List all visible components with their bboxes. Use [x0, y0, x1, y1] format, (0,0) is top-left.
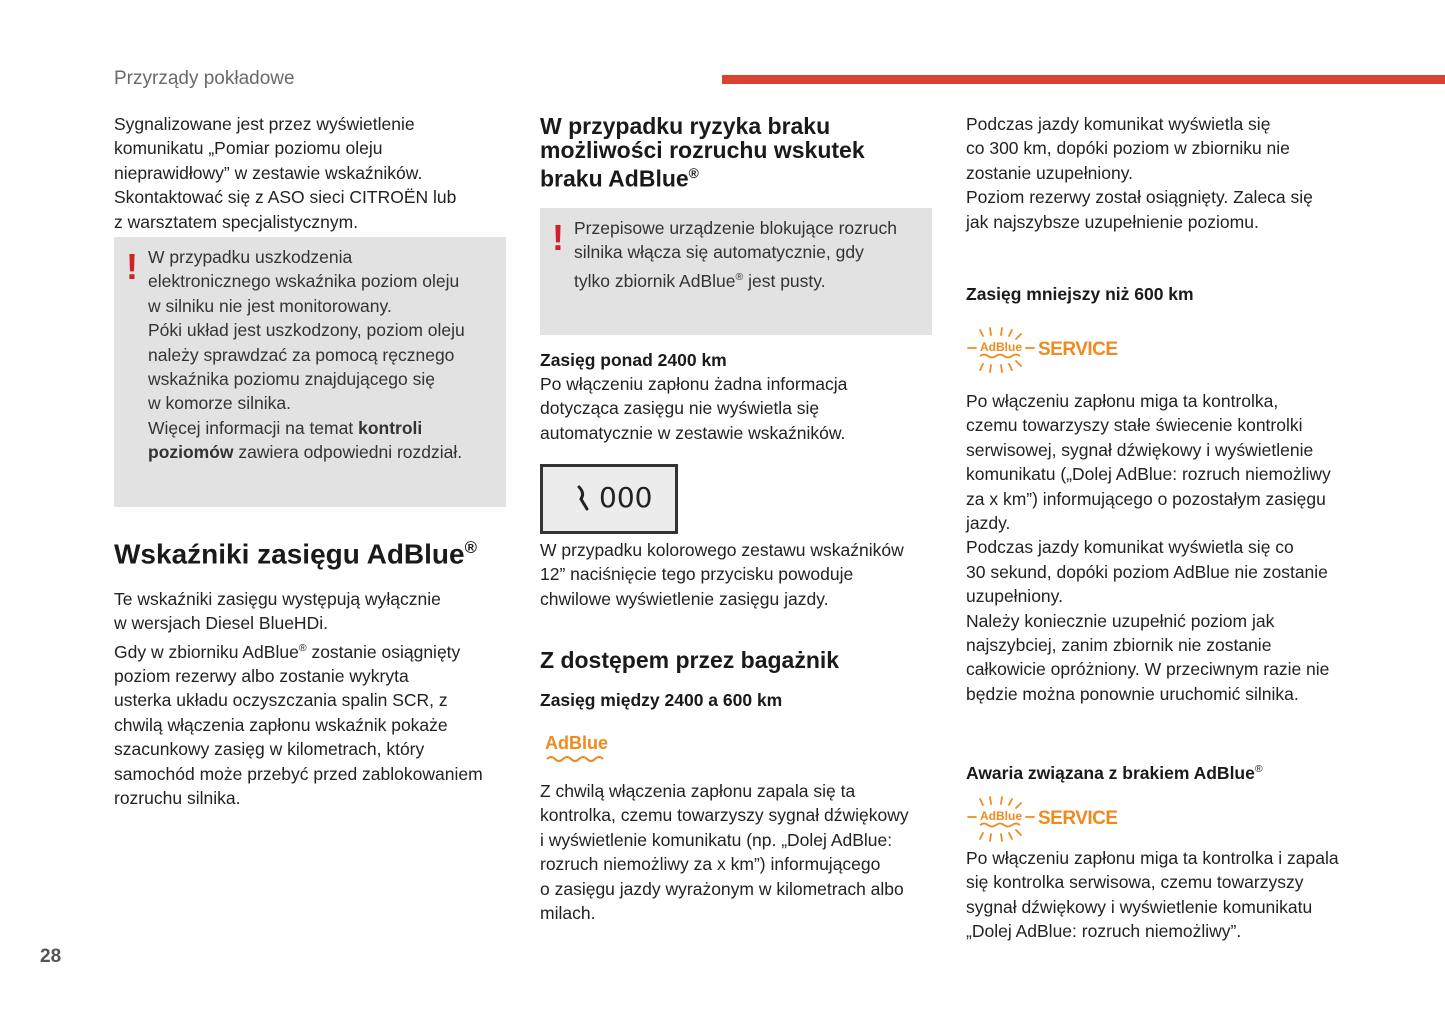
- range-display-button[interactable]: [540, 464, 678, 534]
- heading-line: możliwości rozruchu wskutek: [540, 137, 865, 163]
- body-line: w wersjach Diesel BlueHDi.: [114, 613, 328, 634]
- body-line: jak najszybsze uzupełnienie poziomu.: [966, 211, 1259, 232]
- body-line: 30 sekund, dopóki poziom AdBlue nie zostanie: [966, 561, 1328, 582]
- body-line: kontrolka, czemu towarzyszy sygnał dźwiękowy: [540, 805, 909, 826]
- body-line: poziom rezerwy albo zostanie wykryta: [114, 666, 409, 687]
- body-line: Te wskaźniki zasięgu występują wyłącznie: [114, 589, 441, 609]
- intro-line: z warsztatem specjalistycznym.: [114, 211, 359, 232]
- subheading: Zasięg ponad 2400 km: [540, 350, 727, 370]
- body-line: 12” naciśnięcie tego przycisku powoduje: [540, 564, 854, 585]
- range-over-2400: [540, 348, 940, 445]
- body-line: czemu towarzyszy stałe świecenie kontrolki: [966, 415, 1303, 436]
- body-line: najszybciej, zanim zbiornik nie zostanie: [966, 635, 1272, 656]
- body-line: serwisowej, sygnał dźwiękowy i wyświetlenie: [966, 439, 1314, 460]
- warning-line: W przypadku uszkodzenia: [148, 247, 353, 267]
- body-line: Należy koniecznie uzupełnić poziom jak: [966, 610, 1275, 631]
- range-2400-600-body: [540, 779, 940, 925]
- exclamation-icon: !: [552, 217, 564, 258]
- warning-line: Przepisowe urządzenie blokujące rozruch: [574, 218, 897, 238]
- range-under-600-body: [966, 389, 1376, 706]
- body-line: W przypadku kolorowego zestawu wskaźników: [540, 540, 904, 560]
- adblue-warning-lamp-icon: [545, 733, 615, 765]
- body-line: Z chwilą włączenia zapłonu zapala się ta: [540, 781, 856, 801]
- subheading: Zasięg mniejszy niż 600 km: [966, 284, 1194, 304]
- warning-line: w komorze silnika.: [148, 393, 291, 414]
- adblue-body: [114, 587, 514, 810]
- body-line: Poziom rezerwy został osiągnięty. Zaleca się: [966, 187, 1313, 208]
- body-line: chwilowe wyświetlenie zasięgu jazdy.: [540, 588, 829, 609]
- body-line: uzupełniony.: [966, 586, 1063, 607]
- adblue-section: [114, 532, 514, 570]
- warning-line: silnika włącza się automatycznie, gdy: [574, 242, 864, 263]
- warning-line: wskaźnika poziomu znajdującego się: [148, 369, 435, 390]
- body-line: za x km”) informującego o pozostałym zasięgu: [966, 488, 1326, 509]
- body-line: komunikatu („Dolej AdBlue: rozruch niemożliwy: [966, 464, 1331, 485]
- adblue-failure-body: [966, 846, 1376, 944]
- wave-icon: [545, 755, 605, 763]
- service-lamp-label: SERVICE: [1038, 808, 1118, 829]
- body-line: o zasięgu jazdy wyrażonym w kilometrach albo: [540, 878, 904, 899]
- body-line: co 300 km, dopóki poziom w zbiorniku nie: [966, 138, 1290, 159]
- service-lamp-label: SERVICE: [1038, 339, 1118, 360]
- service-lamp-adblue-label: AdBlue: [980, 809, 1022, 823]
- body-line: Po włączeniu zapłonu miga ta kontrolka i zapala: [966, 848, 1339, 868]
- exclamation-icon: !: [126, 246, 138, 287]
- trunk-access-section: [540, 647, 940, 673]
- body-line: samochód może przebyć przed zablokowaniem: [114, 763, 483, 784]
- intro-line: komunikatu „Pomiar poziomu oleju: [114, 138, 383, 159]
- warning-line: poziomów zawiera odpowiedni rozdział.: [148, 442, 463, 463]
- warning-line: należy sprawdzać za pomocą ręcznego: [148, 344, 455, 365]
- adblue-failure: [966, 757, 1376, 785]
- column-3-intro: [966, 112, 1376, 234]
- service-lamp-adblue-label: AdBlue: [980, 340, 1022, 354]
- body-line: rozruch niemożliwy za x km”) informującego: [540, 854, 881, 875]
- body-line: dotycząca zasięgu nie wyświetla się: [540, 398, 820, 419]
- heading-line: W przypadku ryzyka braku: [540, 113, 831, 139]
- body-line: „Dolej AdBlue: rozruch niemożliwy”.: [966, 921, 1242, 942]
- warning-line: Więcej informacji na temat kontroli: [148, 417, 423, 438]
- section-title: Przyrządy pokładowe: [114, 68, 295, 89]
- adblue-service-lamp-icon: [966, 326, 1118, 376]
- warning-line: Póki układ jest uszkodzony, poziom oleju: [148, 320, 465, 341]
- warning-line: w silniku nie jest monitorowany.: [148, 295, 392, 316]
- range-2400-600: [540, 688, 940, 712]
- range-under-600: [966, 282, 1376, 306]
- body-line: Gdy w zbiorniku AdBlue® zostanie osiągnięty: [114, 641, 461, 662]
- heading-line: braku AdBlue®: [540, 165, 699, 192]
- body-line: całkowicie opróżniony. W przeciwnym razie nie: [966, 659, 1330, 680]
- body-line: usterka układu oczyszczania spalin SCR, z: [114, 690, 448, 711]
- body-line: rozruchu silnika.: [114, 788, 241, 809]
- body-line: Podczas jazdy komunikat wyświetla się co: [966, 537, 1294, 558]
- warning-line: tylko zbiornik AdBlue® jest pusty.: [574, 270, 826, 291]
- body-line: Po włączeniu zapłonu miga ta kontrolka,: [966, 391, 1279, 411]
- body-line: Po włączeniu zapłonu żadna informacja: [540, 374, 848, 394]
- intro-line: Sygnalizowane jest przez wyświetlenie: [114, 114, 415, 134]
- color-cluster-note: [540, 538, 940, 611]
- body-line: będzie można ponownie uruchomić silnika.: [966, 683, 1299, 704]
- adblue-service-lamp-icon: [966, 795, 1118, 845]
- body-line: się kontrolka serwisowa, czemu towarzyszy: [966, 872, 1304, 893]
- column-2-heading: [540, 114, 940, 191]
- body-line: chwilą włączenia zapłonu wskaźnik pokaże: [114, 714, 448, 735]
- adblue-lamp-label: AdBlue: [545, 733, 608, 753]
- bold-text: kontroli: [358, 417, 423, 438]
- body-line: szacunkowy zasięg w kilometrach, który: [114, 739, 425, 760]
- section-heading: Wskaźniki zasięgu AdBlue®: [114, 538, 477, 570]
- subheading: Zasięg między 2400 a 600 km: [540, 690, 783, 710]
- warning-line: elektronicznego wskaźnika poziom oleju: [148, 271, 460, 292]
- body-line: zostanie uzupełniony.: [966, 162, 1134, 183]
- intro-line: nieprawidłowy” w zestawie wskaźników.: [114, 162, 423, 183]
- body-line: Podczas jazdy komunikat wyświetla się: [966, 114, 1271, 134]
- body-line: sygnał dźwiękowy i wyświetlenie komunikatu: [966, 896, 1313, 917]
- body-line: jazdy.: [966, 513, 1011, 534]
- subheading: Awaria związana z brakiem AdBlue®: [966, 762, 1263, 783]
- body-line: milach.: [540, 903, 596, 924]
- body-line: i wyświetlenie komunikatu (np. „Dolej AdBlue:: [540, 829, 893, 850]
- start-block-warning-box: [540, 208, 932, 335]
- page-number: 28: [40, 946, 62, 967]
- section-heading: Z dostępem przez bagażnik: [540, 647, 840, 673]
- oil-warning-box: [114, 237, 506, 507]
- header-accent-bar: [722, 75, 1445, 84]
- body-line: automatycznie w zestawie wskaźników.: [540, 422, 846, 443]
- intro-line: Skontaktować się z ASO sieci CITROËN lub: [114, 187, 457, 208]
- bold-text: poziomów: [148, 442, 234, 463]
- range-value: 000: [599, 481, 653, 514]
- column-1: [114, 112, 514, 234]
